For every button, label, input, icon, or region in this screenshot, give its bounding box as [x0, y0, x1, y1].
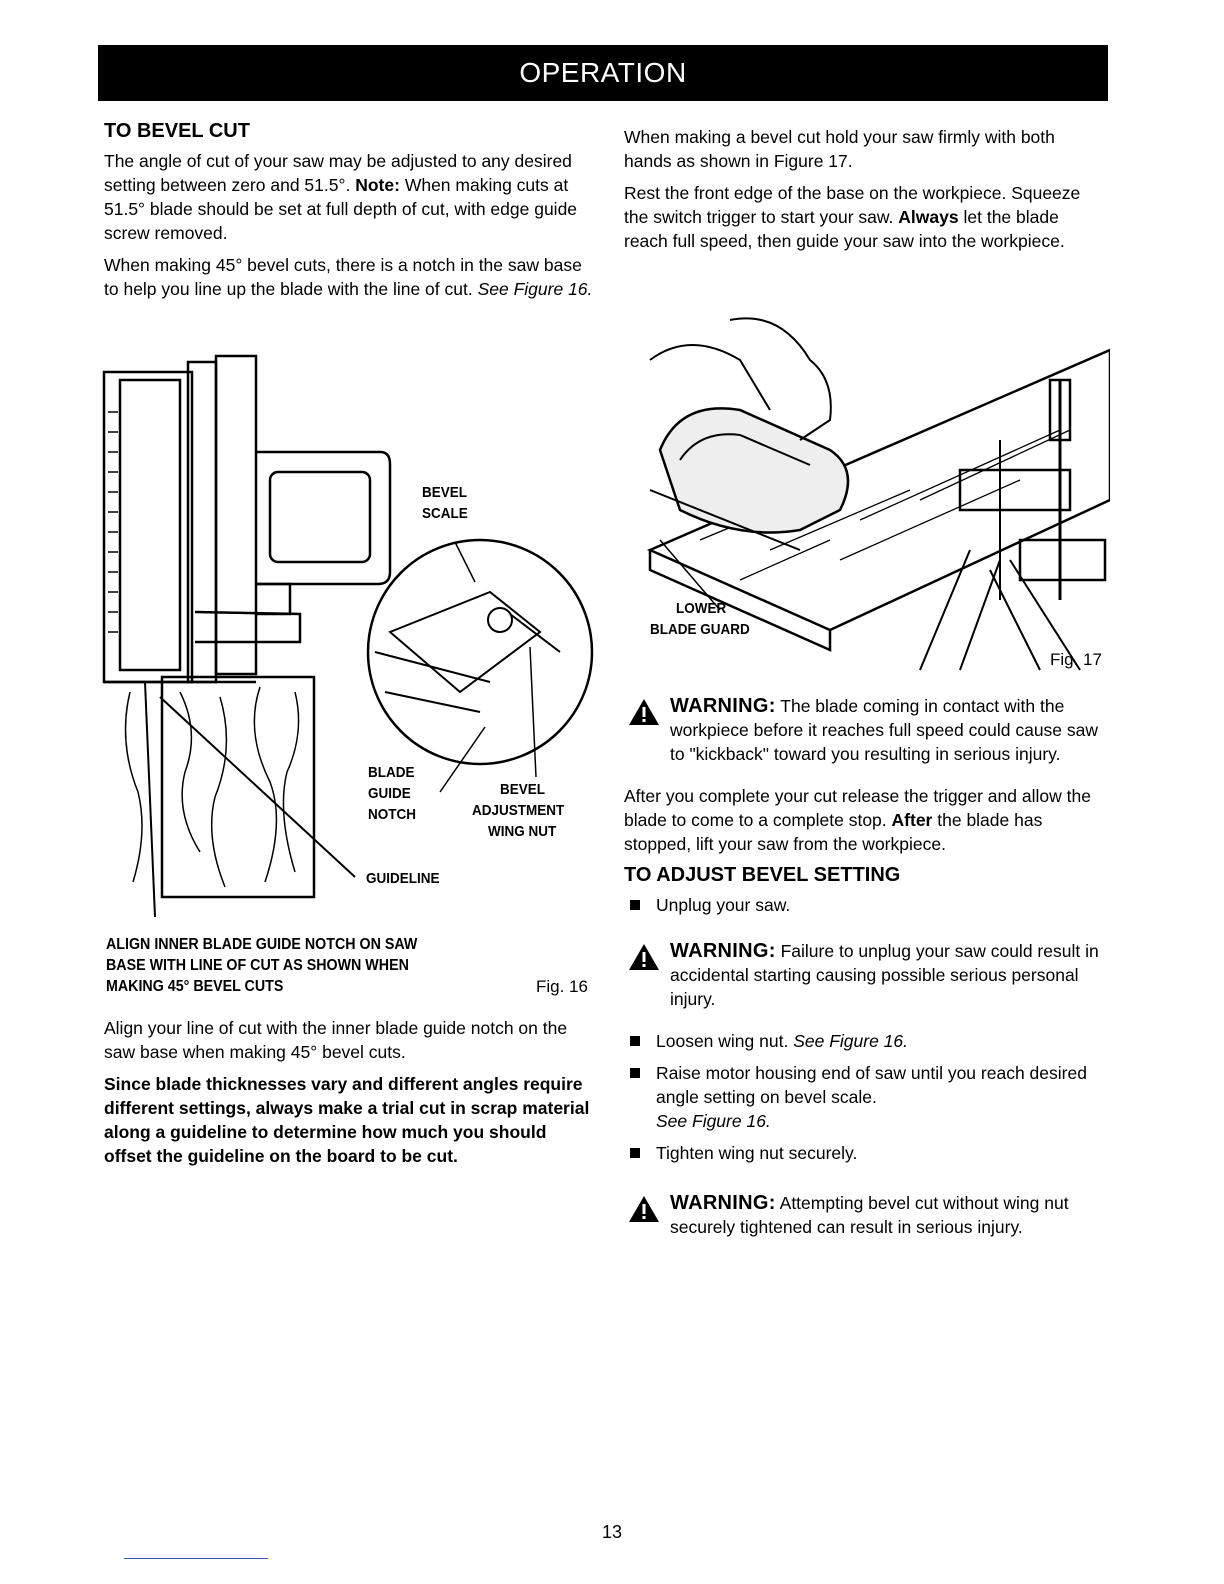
- label-guideline: GUIDELINE: [366, 870, 440, 887]
- figure-17: [620, 300, 1110, 680]
- section-heading-adjust-bevel: TO ADJUST BEVEL SETTING: [624, 864, 901, 886]
- label-lower-blade-guard-line1: LOWER: [676, 600, 727, 617]
- bullet-unplug: Unplug your saw.: [624, 893, 1104, 917]
- warning-kickback: [624, 694, 1104, 766]
- figure-16-caption-line2: BASE WITH LINE OF CUT AS SHOWN WHEN: [106, 957, 409, 974]
- paragraph-hold-saw: When making a bevel cut hold your saw firmly with both hands as shown in Figure 17.: [624, 127, 1055, 171]
- warning-wing-nut: [624, 1191, 1104, 1239]
- page-banner: OPERATION: [98, 45, 1108, 101]
- warning-triangle-icon: [628, 943, 660, 971]
- warning-wing-nut-text: Attempting bevel cut without wing nut securely tightened can result in serious injury.: [670, 1193, 1069, 1237]
- label-bevel-adjustment-line2: ADJUSTMENT: [472, 802, 565, 819]
- saw-bevel-illustration: [100, 352, 600, 932]
- bullet-loosen: Loosen wing nut. See Figure 16.: [624, 1029, 1104, 1053]
- figure-16: [100, 352, 600, 1002]
- warning-kickback-text: The blade coming in contact with the workpiece before it reaches full speed could cause saw to "kickback" toward you resulting in serious injury.: [670, 696, 1099, 764]
- label-lower-blade-guard-line2: BLADE GUARD: [650, 621, 750, 638]
- label-bevel-adjustment-line3: WING NUT: [488, 823, 557, 840]
- figure-16-caption-line1: ALIGN INNER BLADE GUIDE NOTCH ON SAW: [106, 936, 418, 953]
- bullet-tighten: Tighten wing nut securely.: [624, 1141, 1104, 1165]
- label-blade-guide-line2: GUIDE: [368, 785, 411, 802]
- left-column: [104, 120, 594, 309]
- paragraph-trial-cut: Since blade thicknesses vary and different angles require different settings, always make a trial cut in scrap material along a guideline to determine how much you should offset the guideline on the board to be cut.: [104, 1074, 590, 1166]
- warning-unplug: [624, 939, 1104, 1011]
- bullet-square-icon: [630, 1036, 640, 1046]
- right-column-lower: [624, 694, 1104, 1257]
- paragraph-rest-base: Rest the front edge of the base on the workpiece. Squeeze the switch trigger to start your saw. Always let the blade reach full speed, then guide your saw into the workpiece.: [624, 183, 1081, 251]
- label-bevel-scale-line1: BEVEL: [422, 484, 468, 501]
- warning-kickback-title: WARNING:: [670, 695, 776, 717]
- page-number: 13: [601, 1522, 623, 1542]
- right-column-upper: [624, 125, 1104, 261]
- warning-wing-nut-title: WARNING:: [670, 1192, 776, 1214]
- paragraph-align-line: Align your line of cut with the inner blade guide notch on the saw base when making 45° bevel cuts.: [104, 1018, 568, 1062]
- warning-triangle-icon: [628, 1195, 660, 1223]
- label-blade-guide-line1: BLADE: [368, 764, 415, 781]
- paragraph-complete-cut: After you complete your cut release the trigger and allow the blade to come to a complete stop. After the blade has stopped, lift your saw from the workpiece.: [624, 786, 1091, 854]
- label-bevel-adjustment-line1: BEVEL: [500, 781, 546, 798]
- section-heading-bevel-cut: TO BEVEL CUT: [104, 120, 250, 142]
- paragraph-angle: The angle of cut of your saw may be adjusted to any desired setting between zero and 51.5°. Note: When making cuts at 51.5° blade should be set at full depth of cut, with edge guide screw removed.: [104, 151, 578, 243]
- label-bevel-scale-line2: SCALE: [422, 505, 468, 522]
- paragraph-notch: When making 45° bevel cuts, there is a notch in the saw base to help you line up the blade with the line of cut. See Figure 16.: [104, 255, 593, 299]
- figure-16-caption-line3: MAKING 45° BEVEL CUTS: [106, 978, 284, 995]
- label-blade-guide-line3: NOTCH: [368, 806, 416, 823]
- bullet-square-icon: [630, 1148, 640, 1158]
- bottom-rule: [124, 1558, 268, 1559]
- figure-16-number: Fig. 16: [536, 977, 588, 996]
- bullet-square-icon: [630, 1068, 640, 1078]
- left-column-lower: [104, 1016, 594, 1176]
- bullet-square-icon: [630, 900, 640, 910]
- figure-17-number: Fig. 17: [1050, 650, 1102, 669]
- warning-triangle-icon: [628, 698, 660, 726]
- warning-unplug-title: WARNING:: [670, 940, 776, 962]
- bullet-raise-motor: Raise motor housing end of saw until you reach desired angle setting on bevel scale. See Figure 16.: [624, 1061, 1104, 1133]
- warning-unplug-text: Failure to unplug your saw could result in accidental starting causing possible serious personal injury.: [670, 941, 1099, 1009]
